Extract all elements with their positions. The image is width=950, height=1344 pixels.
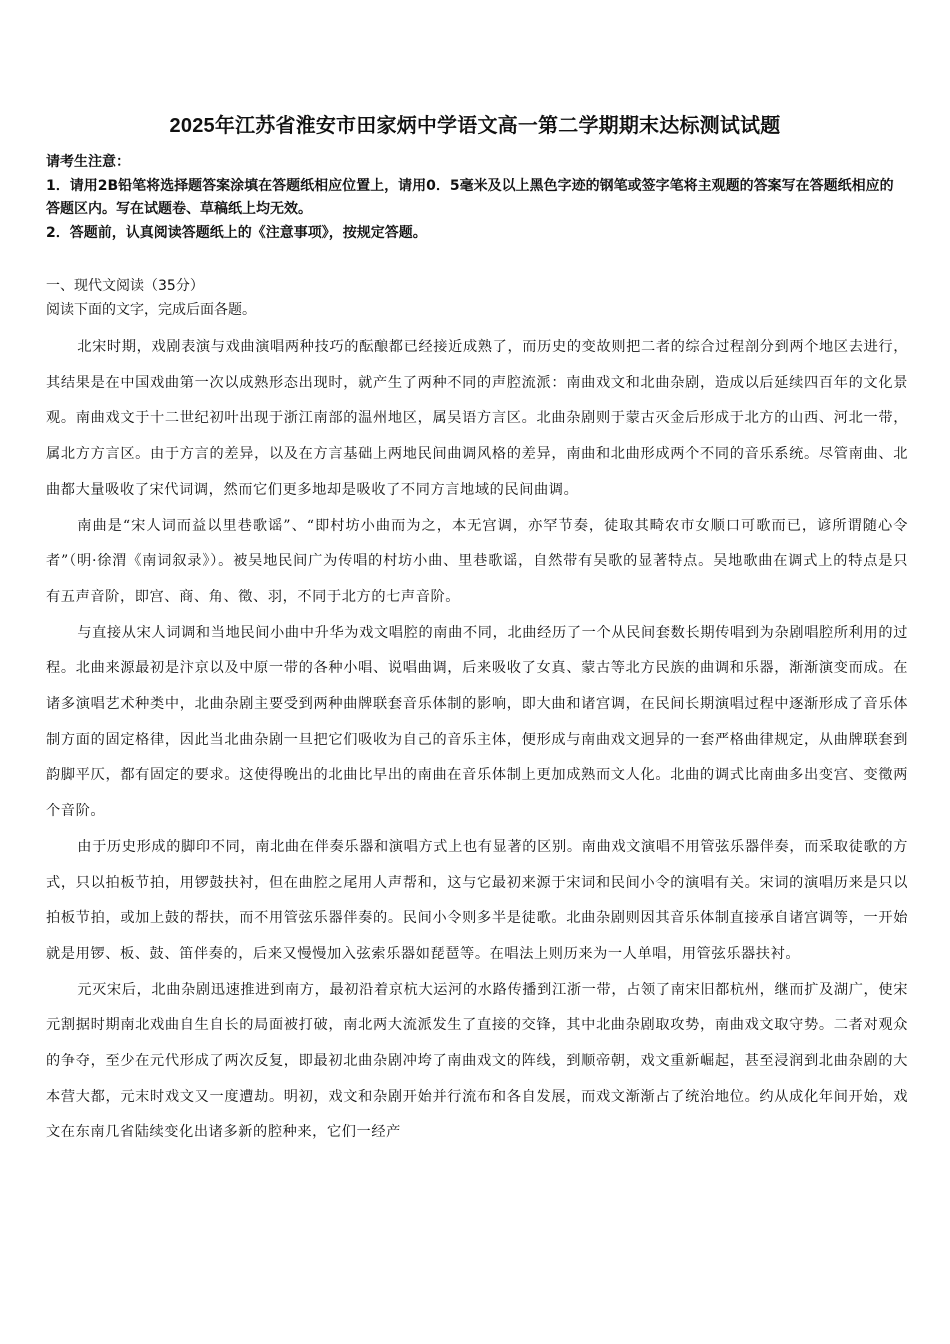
candidate-notice bbox=[46, 151, 906, 245]
notice-item: 1．请用2B铅笔将选择题答案涂填在答题纸相应位置上，请用0．5毫米及以上黑色字迹的钢笔或签字笔将主观题的答案写在答题纸相应的答题区内。写在试题卷、草稿纸上均无效。 bbox=[46, 177, 894, 217]
passage-paragraph: 元灭宋后，北曲杂剧迅速推进到南方，最初沿着京杭大运河的水路传播到江浙一带，占领了南宋旧都杭州，继而扩及湖广，使宋元割据时期南北戏曲自生自长的局面被打破，南北两大流派发生了直接的交锋，其中北曲杂剧取攻势，南曲戏文取守势。二者对观众的争夺，至少在元代形成了两次反复，即最初北曲杂剧冲垮了南曲戏文的阵线，到顺帝朝，戏文重新崛起，甚至浸润到北曲杂剧的大本营大都，元末时戏文又一度遭劫。明初，戏文和杂剧开始并行流布和各自发展，而戏文渐渐占了统治地位。约从成化年间开始，戏文在东南几省陆续变化出诸多新的腔种来，它们一经产 bbox=[46, 981, 908, 1141]
section-header bbox=[46, 275, 906, 322]
passage-paragraph: 南曲是“宋人词而益以里巷歌谣”、“即村坊小曲而为之，本无宫调，亦罕节奏，徒取其畸农市女顺口可歌而已，谚所谓随心令者”（明·徐渭《南词叙录》）。被吴地民间广为传唱的村坊小曲、里巷歌谣，自然带有吴歌的显著特点。吴地歌曲在调式上的特点是只有五声音阶，即宫、商、角、徵、羽，不同于北方的七声音阶。 bbox=[46, 517, 908, 605]
notice-item: 2．答题前，认真阅读答题纸上的《注意事项》，按规定答题。 bbox=[46, 224, 427, 241]
passage-paragraph: 由于历史形成的脚印不同，南北曲在伴奏乐器和演唱方式上也有显著的区别。南曲戏文演唱不用管弦乐器伴奏，而采取徒歌的方式，只以拍板节拍，用锣鼓扶衬，但在曲腔之尾用人声帮和，这与它最初来源于宋词和民间小令的演唱有关。宋词的演唱历来是只以拍板节拍，或加上鼓的帮扶，而不用管弦乐器伴奏的。民间小令则多半是徒歌。北曲杂剧则因其音乐体制直接承自诸宫调等，一开始就是用锣、板、鼓、笛伴奏的，后来又慢慢加入弦索乐器如琵琶等。在唱法上则历来为一人单唱，用管弦乐器扶衬。 bbox=[46, 838, 908, 962]
notice-heading: 请考生注意： bbox=[46, 154, 130, 170]
passage-paragraph: 北宋时期，戏剧表演与戏曲演唱两种技巧的酝酿都已经接近成熟了，而历史的变故则把二者的综合过程剖分到两个地区去进行，其结果是在中国戏曲第一次以成熟形态出现时，就产生了两种不同的声腔流派：南曲戏文和北曲杂剧，造成以后延续四百年的文化景观。南曲戏文于十二世纪初叶出现于浙江南部的温州地区，属吴语方言区。北曲杂剧则于蒙古灭金后形成于北方的山西、河北一带，属北方方言区。由于方言的差异，以及在方言基础上两地民间曲调风格的差异，南曲和北曲形成两个不同的音乐系统。尽管南曲、北曲都大量吸收了宋代词调，然而它们更多地却是吸收了不同方言地域的民间曲调。 bbox=[46, 339, 908, 498]
section-heading: 一、现代文阅读（35分） bbox=[46, 278, 204, 294]
section-instruction: 阅读下面的文字，完成后面各题。 bbox=[46, 301, 256, 318]
document-title: 2025年江苏省淮安市田家炳中学语文高一第二学期期末达标测试试题 bbox=[169, 115, 781, 137]
reading-passage bbox=[46, 330, 908, 1151]
passage-paragraph: 与直接从宋人词调和当地民间小曲中升华为戏文唱腔的南曲不同，北曲经历了一个从民间套数长期传唱到为杂剧唱腔所利用的过程。北曲来源最初是汴京以及中原一带的各种小唱、说唱曲调，后来吸收了女真、蒙古等北方民族的曲调和乐器，渐渐演变而成。在诸多演唱艺术种类中，北曲杂剧主要受到两种曲牌联套音乐体制的影响，即大曲和诸宫调，在民间长期演唱过程中逐渐形成了音乐体制方面的固定格律，因此当北曲杂剧一旦把它们吸收为自己的音乐主体，便形成与南曲戏文迥异的一套严格曲律规定，从曲牌联套到韵脚平仄，都有固定的要求。这使得晚出的北曲比早出的南曲在音乐体制上更加成熟而文人化。北曲的调式比南曲多出变宫、变徵两个音阶。 bbox=[46, 624, 908, 820]
